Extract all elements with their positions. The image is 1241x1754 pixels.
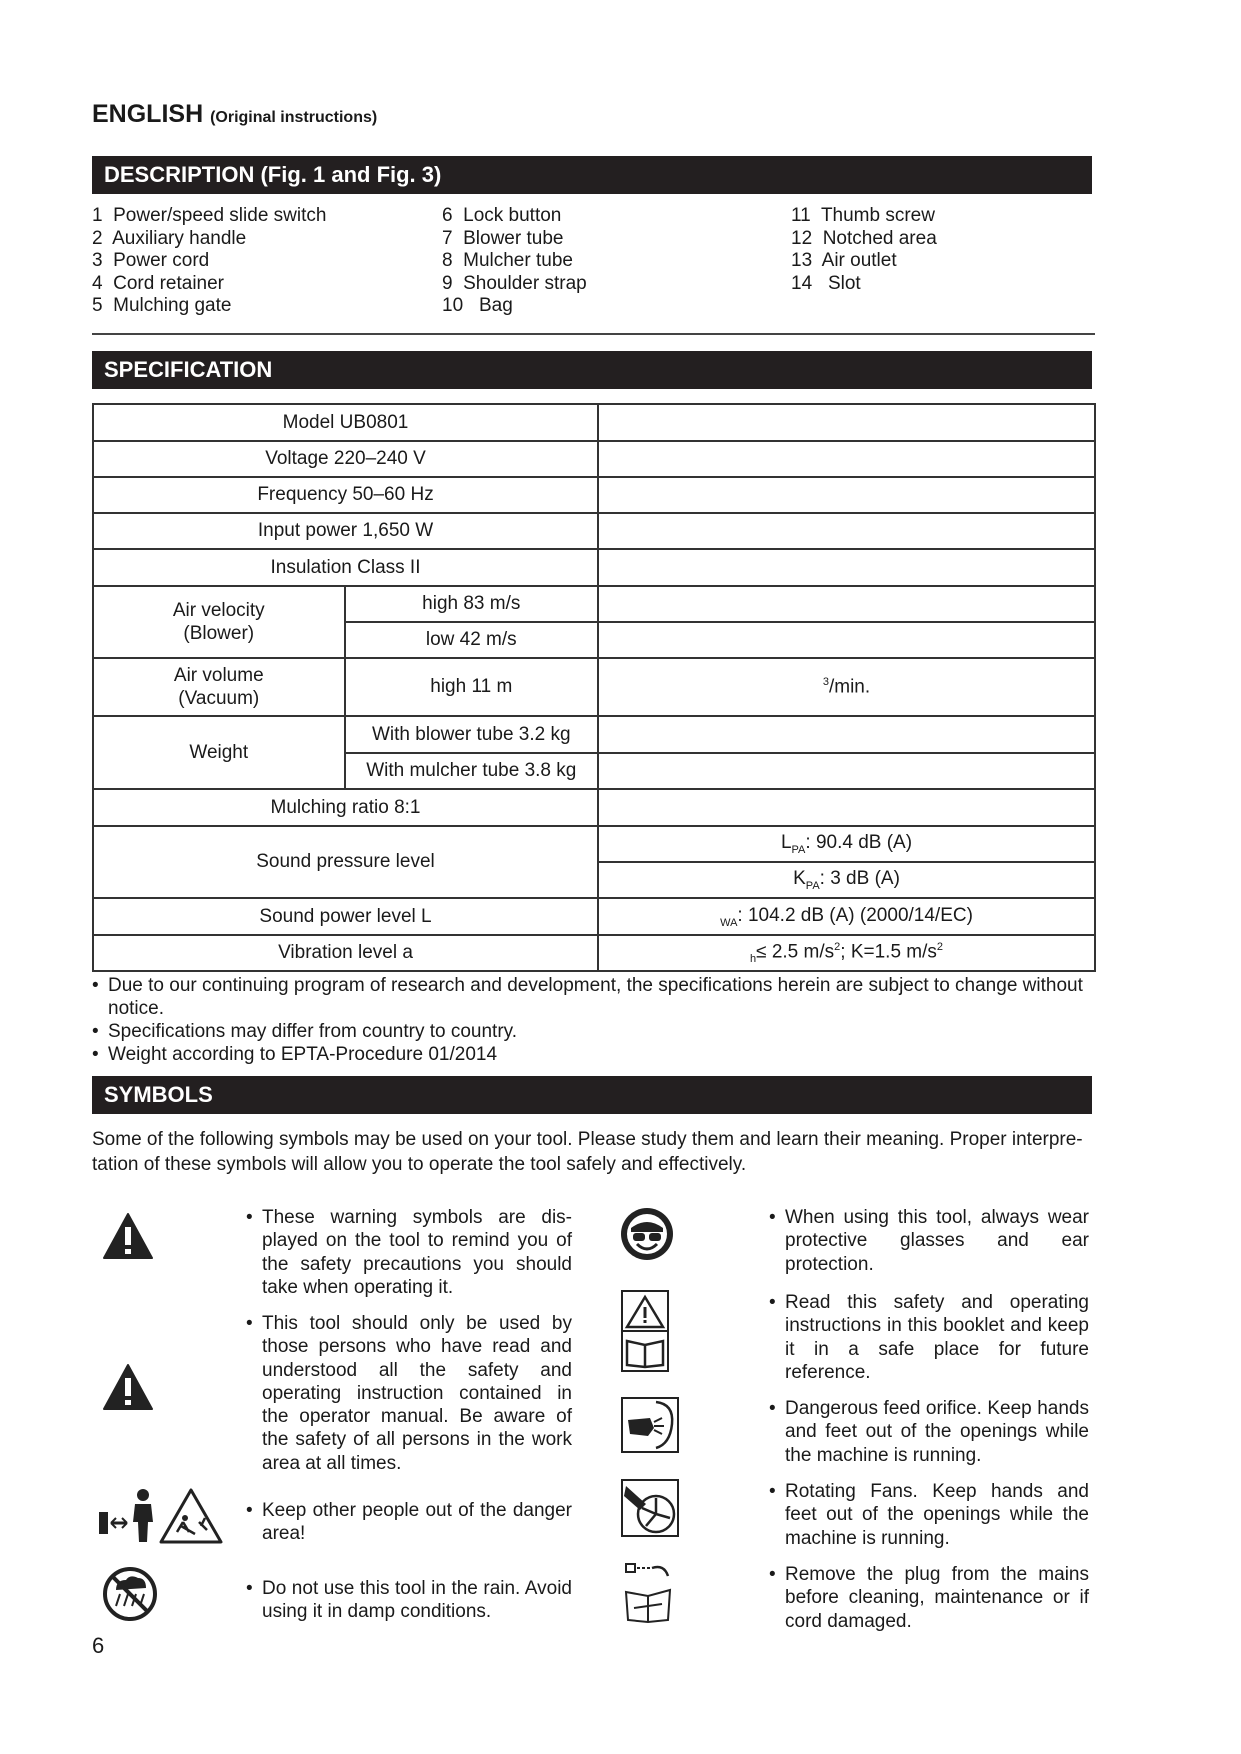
lpa-subscript: PA	[791, 843, 806, 856]
input-power-cell: Input power 1,650 W	[93, 513, 598, 549]
sound-power-label-cell: Sound power level L	[93, 898, 598, 935]
symbol-description	[769, 1206, 1089, 1276]
kpa-subscript: PA	[805, 879, 820, 892]
language: ENGLISH	[92, 100, 204, 128]
kpa-value: : 3 dB (A)	[819, 868, 900, 890]
bullet: •	[246, 1578, 253, 1599]
description-item: 3 Power cord	[92, 250, 210, 272]
empty-cell	[598, 513, 1095, 549]
description-item: 4 Cord retainer	[92, 272, 225, 294]
description-item: 13 Air outlet	[791, 250, 897, 272]
description-item: 6 Lock button	[442, 205, 562, 226]
symbol-text: Remove the plug from the mains before cleaning, maintenance or if cord damaged.	[785, 1564, 1089, 1632]
no-rain-icon	[102, 1566, 158, 1622]
symbol-description	[246, 1577, 572, 1624]
vibration-sup-1: 2	[834, 940, 841, 953]
description-item: 14 Slot	[791, 272, 861, 294]
empty-cell	[598, 753, 1095, 789]
frequency-cell: Frequency 50–60 Hz	[93, 477, 598, 513]
description-item: 9 Shoulder strap	[442, 272, 587, 294]
rotating-fan-hazard-icon	[620, 1478, 680, 1538]
lpa-cell	[598, 826, 1095, 862]
bullet: •	[769, 1481, 776, 1502]
air-volume-label: Air volume	[173, 665, 264, 686]
air-volume-unit: /min.	[828, 676, 871, 698]
air-velocity-label: Air velocity	[172, 600, 265, 621]
air-volume-high-cell: high 11 m	[345, 658, 598, 716]
empty-cell	[598, 586, 1095, 622]
kpa-symbol: K	[793, 868, 806, 890]
symbol-description	[769, 1563, 1089, 1633]
note-item: • Weight according to EPTA-Procedure 01/2014	[92, 1043, 1102, 1066]
air-volume-unit-sup: 3	[822, 675, 829, 688]
bullet: •	[769, 1398, 776, 1419]
specification-notes	[92, 974, 1102, 1066]
vibration-subscript: h	[750, 953, 757, 966]
sound-power-subscript: WA	[720, 916, 738, 929]
unplug-icon	[620, 1560, 680, 1624]
page-number: 6	[92, 1633, 105, 1658]
symbol-text: These warning symbols are dis-played on the tool to remind you of the safety precautions you should take when operating it.	[262, 1207, 572, 1298]
symbol-description	[769, 1480, 1089, 1550]
description-item: 5 Mulching gate	[92, 295, 232, 317]
bullet: •	[246, 1500, 253, 1521]
vibration-value: ≤ 2.5 m/s	[756, 941, 835, 963]
air-velocity-low-cell: low 42 m/s	[345, 622, 598, 658]
symbol-text: Keep other people out of the danger area!	[262, 1500, 572, 1545]
voltage-cell: Voltage 220–240 V	[93, 441, 598, 477]
description-item: 2 Auxiliary handle	[92, 227, 247, 249]
description-item: 7 Blower tube	[442, 227, 564, 249]
air-velocity-label-cell	[93, 586, 345, 658]
warning-triangle-icon	[102, 1363, 154, 1411]
note-item: • Specifications may differ from country to country.	[92, 1020, 1102, 1043]
empty-cell	[598, 477, 1095, 513]
empty-cell	[598, 404, 1095, 441]
bullet: •	[246, 1313, 253, 1334]
symbol-text: Read this safety and operating instructions in this booklet and keep it in a safe place for future reference.	[785, 1292, 1089, 1383]
description-item: 1 Power/speed slide switch	[92, 205, 327, 226]
specification-heading: SPECIFICATION	[92, 351, 1092, 389]
air-volume-unit-cell	[598, 658, 1095, 716]
description-item: 12 Notched area	[791, 227, 937, 249]
symbol-text: Rotating Fans. Keep hands and feet out of the openings while the machine is running.	[785, 1481, 1089, 1549]
weight-mulcher-cell: With mulcher tube 3.8 kg	[345, 753, 598, 789]
air-volume-label-cell	[93, 658, 345, 716]
description-column-1	[92, 205, 326, 318]
empty-cell	[598, 716, 1095, 753]
symbol-description	[769, 1291, 1089, 1384]
symbol-description	[769, 1397, 1089, 1467]
symbol-description	[246, 1206, 572, 1299]
feed-orifice-hazard-icon	[620, 1396, 680, 1454]
symbol-text: Dangerous feed orifice. Keep hands and feet out of the openings while the machine is running.	[785, 1398, 1089, 1466]
description-item: 8 Mulcher tube	[442, 250, 573, 272]
mulching-ratio-cell: Mulching ratio 8:1	[93, 789, 598, 826]
vibration-value-cell	[598, 935, 1095, 971]
air-velocity-sublabel: (Blower)	[183, 623, 255, 644]
vibration-k: ; K=1.5 m/s	[840, 941, 937, 963]
model-cell: Model UB0801	[93, 404, 598, 441]
symbol-description	[246, 1312, 572, 1475]
section-divider	[92, 333, 1095, 335]
symbols-intro: Some of the following symbols may be used on your tool. Please study them and learn their meaning. Proper interpre-tation of these symbols will allow you to operate the tool safely and effectively.	[92, 1129, 1083, 1175]
weight-blower-cell: With blower tube 3.2 kg	[345, 716, 598, 753]
description-column-2	[442, 205, 587, 318]
description-heading: DESCRIPTION (Fig. 1 and Fig. 3)	[92, 156, 1092, 194]
kpa-cell	[598, 862, 1095, 898]
sound-power-value-cell	[598, 898, 1095, 935]
air-volume-sublabel: (Vacuum)	[178, 688, 260, 709]
symbols-heading: SYMBOLS	[92, 1076, 1092, 1114]
air-velocity-high-cell: high 83 m/s	[345, 586, 598, 622]
vibration-sup-2: 2	[936, 940, 944, 953]
description-column-3	[791, 205, 937, 295]
symbol-text: When using this tool, always wear protective glasses and ear protection.	[785, 1207, 1089, 1275]
note-item: • Due to our continuing program of research and development, the specifications herein are subject to change without notice.	[92, 974, 1102, 1020]
symbol-text: Do not use this tool in the rain. Avoid using it in damp conditions.	[262, 1578, 572, 1623]
description-item: 11 Thumb screw	[791, 205, 935, 226]
bullet: •	[246, 1207, 253, 1228]
description-item: 10 Bag	[442, 295, 513, 317]
weight-label-cell: Weight	[93, 716, 345, 789]
bullet: •	[769, 1564, 776, 1585]
lpa-symbol: L	[780, 832, 792, 854]
lpa-value: : 90.4 dB (A)	[805, 832, 913, 854]
read-manual-icon	[619, 1289, 671, 1373]
warning-triangle-icon	[102, 1212, 154, 1260]
symbol-description	[246, 1499, 572, 1546]
symbol-text: This tool should only be used by those persons who have read and understood all the safety and operating instruction contained in the operator manual. Be aware of the safety of all persons in the work area at all times.	[262, 1313, 572, 1474]
language-subtitle: (Original instructions)	[210, 109, 378, 126]
specification-table	[92, 403, 1096, 972]
document-language-heading	[92, 100, 377, 129]
empty-cell	[598, 441, 1095, 477]
bullet: •	[769, 1292, 776, 1313]
keep-distance-icon	[97, 1486, 225, 1546]
sound-pressure-label-cell: Sound pressure level	[93, 826, 598, 898]
sound-power-value: : 104.2 dB (A) (2000/14/EC)	[737, 904, 973, 926]
empty-cell	[598, 549, 1095, 586]
insulation-cell: Insulation Class II	[93, 549, 598, 586]
bullet: •	[769, 1207, 776, 1228]
vibration-label-cell: Vibration level a	[93, 935, 598, 971]
empty-cell	[598, 622, 1095, 658]
empty-cell	[598, 789, 1095, 826]
protective-gear-icon	[619, 1206, 675, 1262]
